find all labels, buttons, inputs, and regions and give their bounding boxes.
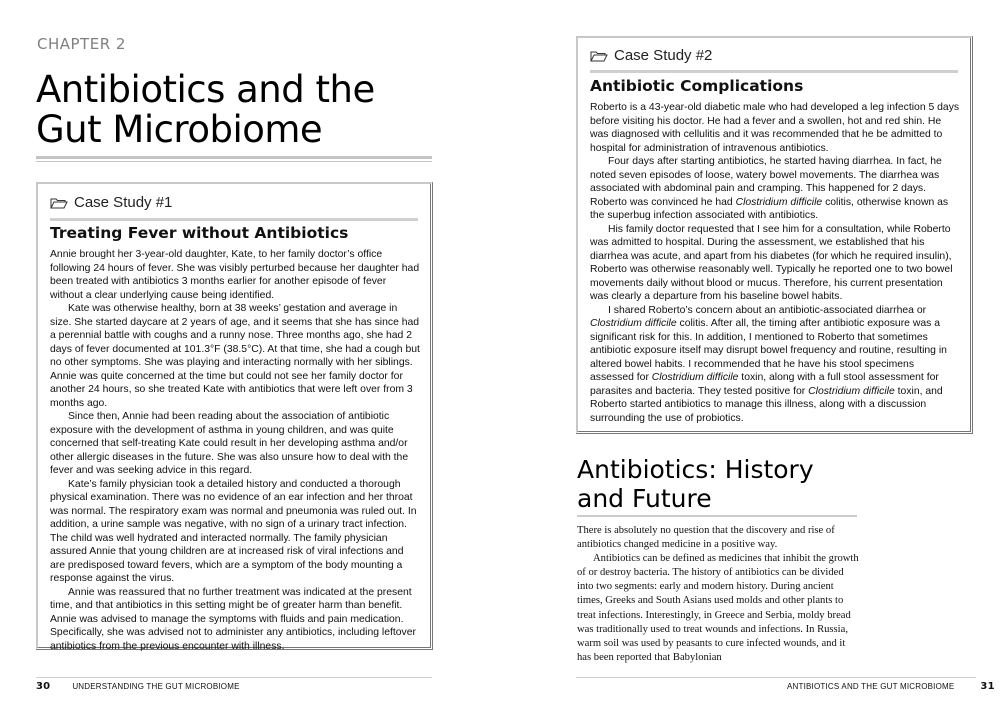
paragraph: Kate’s family physician took a detailed history and conducted a thorough physical examination. There was no evidence of an ear infection and her throat was normal. The respiratory exam was normal and pneumonia was ruled out. In addition, a urine sample was negative, with no sign of a urinary tract infection. The child was well hydrated and interacted normally. The family physician assured Annie that young children are at increased risk of viral infections and are predisposed toward fevers, which are a symptom of the body mounting a response against the virus.	[50, 478, 417, 584]
page-number: 31	[980, 681, 995, 692]
case-study-title: Treating Fever without Antibiotics	[50, 224, 349, 242]
species-name: Clostridium difficile	[735, 196, 823, 208]
paragraph: Annie was reassured that no further treatment was indicated at the present time, and that antibiotics in this setting might be of greater harm than benefit. Annie was advised to manage the symptoms with fluids and pain medication. Specifically, she was advised not to administer any antibiotics, including leftover antibiotics from the previous encounter with illness.	[50, 586, 416, 652]
case-study-rule	[50, 218, 418, 221]
paragraph: I shared Roberto’s concern about an antibiotic-associated diarrhea or Clostridium difficile colitis. After all, the timing after antibiotic exposure was a significant risk for this. In addition, I mentioned to Roberto that sometimes antibiotic exposure itself may disrupt bowel frequency and routine, resulting in altered bowel habits. I recommended that he have his stool specimens assessed for Clostridium difficile toxin, along with a full stool assessment for parasites and bacteria. They tested positive for Clostridium difficile toxin, and Roberto started antibiotics to manage this illness, along with a discussion surrounding the use of probiotics.	[590, 304, 947, 424]
case-study-header	[590, 47, 712, 64]
running-head: ANTIBIOTICS AND THE GUT MICROBIOME	[787, 682, 955, 691]
page-number: 30	[36, 681, 51, 692]
section-title	[577, 455, 814, 513]
page-footer	[36, 681, 240, 692]
case-study-label: Case Study #2	[614, 47, 713, 64]
chapter-title	[36, 70, 375, 150]
paragraph: Annie brought her 3-year-old daughter, Kate, to her family doctor’s office following 24 hours of fever. She was visibly perturbed because her daughter had been treated with antibiotics 3 months earlier for another episode of fever without a clear underlying cause being identified.	[50, 249, 420, 301]
species-name: Clostridium difficile	[590, 318, 677, 329]
footer-rule	[36, 677, 432, 678]
case-study-rule	[590, 70, 958, 73]
title-divider	[36, 156, 432, 162]
case-study-body	[590, 101, 960, 425]
paragraph: Four days after starting antibiotics, he started having diarrhea. In fact, he noted seven episodes of loose, watery bowel movements. The diarrhea was associated with abdominal pain and cramping. This happened for 2 days. Roberto was convinced he had Clostridium difficile colitis, otherwise known as the superbug infection associated with antibiotics.	[590, 156, 949, 221]
right-page	[504, 0, 1008, 720]
chapter-title-line: Gut Microbiome	[36, 108, 323, 151]
paragraph: There is absolutely no question that the discovery and rise of antibiotics changed medicine in a positive way.	[577, 525, 835, 551]
paragraph: His family doctor requested that I see him for a consultation, while Roberto was admitted to hospital. During the assessment, we established that his diarrhea was acute, and apart from his diabetes (for which he required insulin), Roberto was otherwise reasonably well. Typically he reported one to two bowel movements daily without blood or mucus. Therefore, his current presentation was clearly a departure from his baseline bowel habits.	[590, 223, 953, 302]
section-divider	[577, 515, 857, 517]
case-study-header	[50, 194, 172, 211]
section-title-line: and Future	[577, 484, 712, 513]
section-body	[577, 524, 859, 665]
species-name: Clostridium difficile	[651, 372, 739, 383]
running-head: UNDERSTANDING THE GUT MICROBIOME	[72, 682, 240, 691]
chapter-title-line: Antibiotics and the	[36, 68, 375, 111]
case-study-box-2	[576, 36, 973, 434]
section-title-line: Antibiotics: History	[577, 455, 814, 484]
folder-icon	[590, 50, 608, 62]
paragraph: Roberto is a 43-year-old diabetic male who had developed a leg infection 5 days before visiting his doctor. He had a fever and a swollen, hot and red shin. He was diagnosed with cellulitis and it was recommended that he be admitted to hospital for administration of intravenous antibiotics.	[590, 102, 960, 154]
paragraph: Antibiotics can be defined as medicines that inhibit the growth of or destroy bacteria. The history of antibiotics can be divided into two segments: early and modern history. During ancient times, Greeks and South Asians used molds and other plants to treat infections. Interestingly, in Greece and Serbia, moldy bread was traditionally used to treat wounds and infections. In Russia, warm soil was used by peasants to cure infected wounds, and it has been reported that Babylonian	[577, 553, 859, 663]
paragraph: Since then, Annie had been reading about the association of antibiotic exposure with the development of asthma in young children, and was quite concerned that self-treating Kate could result in her developing asthma and/or other allergic diseases in the future. She was also unsure how to deal with the fever and was seeking advice in this regard.	[50, 411, 409, 476]
case-study-box-1	[36, 182, 433, 650]
chapter-label: CHAPTER 2	[37, 35, 126, 53]
page-footer	[787, 681, 995, 692]
species-name: Clostridium difficile	[808, 385, 895, 397]
case-study-label: Case Study #1	[74, 194, 173, 211]
footer-rule	[576, 677, 976, 678]
case-study-body	[50, 248, 420, 653]
case-study-title: Antibiotic Complications	[590, 77, 804, 95]
paragraph: Kate was otherwise healthy, born at 38 weeks’ gestation and average in size. She started daycare at 2 years of age, and it seems that she has since had a perennial battle with coughs and a runny nose. Three months ago, she had 2 days of fever documented at 101.3°F (38.5°C). At that time, she had a cough but no other symptoms. She was playing and interacting normally with her siblings. Annie was quite concerned at the time but could not see her family doctor for another 24 hours, so she treated Kate with antibiotics that were left over from 3 months ago.	[50, 303, 420, 409]
folder-icon	[50, 197, 68, 209]
